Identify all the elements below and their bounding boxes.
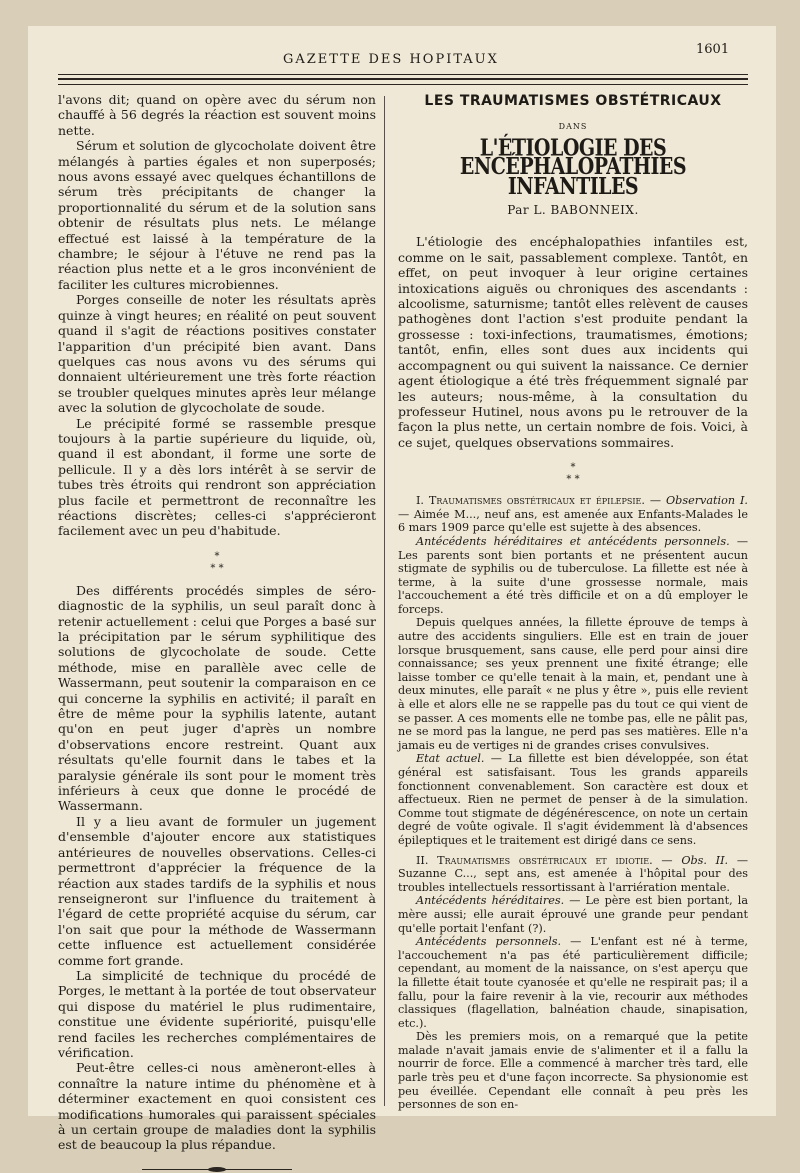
- observation-text: — Suzanne C..., sept ans, est amenée à l'hôpital pour des troubles intellectuels ressortissant à l'arriération mentale.: [398, 853, 748, 894]
- paragraph: Dès les premiers mois, on a remarqué que la petite malade n'avait jamais envie de s'alimenter et il a fallu la nourrir de force. Elle a commencé à marcher très tard, elle parle très peu et d'une façon incorrecte. Sa physionomie est peu éveillée. Cependant elle connaît à peu près les personnes de son en-: [398, 1030, 748, 1112]
- observation-label: Obs. II.: [681, 853, 729, 867]
- journal-title: GAZETTE DES HOPITAUX: [283, 52, 499, 67]
- paragraph: L'étiologie des encéphalopathies infantiles est, comme on le sait, passablement complexe. Tantôt, en effet, on peut invoquer à leur origine certaines intoxications aiguës ou chroniques des ascendants : alcoolisme, saturnisme; tantôt elles relèvent de causes pathogènes dont l'action s'est produite pendant la grossesse : toxi-infections, traumatismes, émotions; tantôt, enfin, elles sont dues aux incidents qui accompagnent ou qui suivent la naissance. Ce dernier agent étiologique a été très fréquemment signalé par les auteurs; nous-même, à la consultation du professeur Hutinel, nous avons pu le retrouver de la façon la plus nette, un certain nombre de fois. Voici, à ce sujet, quelques observations sommaires.: [398, 234, 748, 450]
- paragraph: Depuis quelques années, la fillette éprouve de temps à autre des accidents singuliers. Elle est en train de jouer lorsque brusquement, sans cause, elle perd pour ainsi dire connaissance; ses yeux prennent une fixité étrange; elle laisse tomber ce qu'elle tenait à la main, et, pendant une à deux minutes, elle paraît « ne plus y être », puis elle revient à elle et alors elle ne se rappelle pas du tout ce qui vient de se passer. A ces moments elle ne tombe pas, elle ne pâlit pas, ne se mord pas la langue, ne perd pas ses matières. Elle n'a jamais eu de vertiges ni de grandes crises convulsives.: [398, 616, 748, 752]
- section-separator: * * *: [210, 550, 224, 574]
- observation-title: II. Traumatismes obstétricaux et idiotie.: [416, 853, 653, 867]
- observation-label: Observation I.: [666, 494, 748, 508]
- paragraph: [398, 894, 748, 935]
- column-divider: [384, 96, 385, 1106]
- paragraph: La simplicité de technique du procédé de Porges, le mettant à la portée de tout observateur qui dispose du matériel le plus rudimentaire, constitue une évidente supériorité, puisqu'elle rend faciles les recherches complémentaires de vérification.: [58, 967, 376, 1060]
- article-title: LES TRAUMATISMES OBSTÉTRICAUX: [424, 93, 722, 109]
- paragraph: l'avons dit; quand on opère avec du sérum non chauffé à 56 degrés la réaction est souvent moins nette.: [58, 92, 376, 138]
- paragraph: Porges conseille de noter les résultats après quinze à vingt heures; en réalité on peut souvent quand il s'agit de réactions positives constater l'apparition d'un précipité bien avant. Dans quelques cas nous avons vu des sérums qui donnaient ultérieurement une très forte réaction se troubler quelques minutes après leur mélange avec la solution de glycocholate de soude.: [58, 292, 376, 416]
- paragraph: Il y a lieu avant de formuler un jugement d'ensemble d'ajouter encore aux statistiques antérieures de nouvelles observations. Celles-ci permettront d'apprécier la fréquence de la réaction aux stades tardifs de la syphilis et nous renseigneront sur l'influence du traitement à l'égard de cette propriété acquise du sérum, car l'on sait que pour la méthode de Wassermann cette influence est actuellement considérée comme fort grande.: [58, 813, 376, 968]
- header-rule: [58, 74, 748, 75]
- observation-text: — Aimée M..., neuf ans, est amenée aux Enfants-Malades le 6 mars 1909 parce qu'elle est sujette à des absences.: [398, 507, 748, 535]
- paragraph-text: — Les parents sont bien portants et ne présentent aucun stigmate de syphilis ou de tuberculose. La fillette est née à terme, à la suite d'une grossesse normale, mais l'accouchement a été très difficile et on a dû employer le forceps.: [398, 534, 748, 616]
- journal-page: [28, 26, 776, 1153]
- left-column: [58, 92, 376, 1173]
- paragraph: Des différents procédés simples de séro-diagnostic de la syphilis, un seul paraît donc à retenir actuellement : celui que Porges a basé sur la précipitation par le sérum syphilitique des solutions de glycocholate de soude. Cette méthode, mise en parallèle avec celle de Wassermann, peut soutenir la comparaison en ce qui concerne la syphilis en activité; il paraît en être de même pour la syphilis latente, autant qu'on en peut juger d'après un nombre d'observations encore restreint. Quant aux résultats qu'elle fournit dans le tabes et la paralysie générale ils sont pour le moment très inférieurs à ceux que donne le procédé de Wassermann.: [58, 582, 376, 814]
- paragraph-text: — La fillette est bien développée, son état général est satisfaisant. Tous les grands appareils fonctionnent convenablement. Son caractère est doux et affectueux. Rien ne permet de penser à de la simulation. Comme tout stigmate de dégénérescence, on note un certain degré de voûte ogivale. Il s'agit évidemment là d'absences épileptiques et le traitement est dirigé dans ce sens.: [398, 752, 748, 847]
- article-main-title: L'ÉTIOLOGIE DES ENCÉPHALOPATHIES INFANTILES: [459, 134, 687, 201]
- paragraph-text: — L'enfant est né à terme, l'accouchement n'a pas été particulièrement difficile; cependant, au moment de la naissance, on s'est aperçu que la fillette était toute cyanosée et qu'elle ne respirait pas; il a fallu, pour la faire revenir à la vie, recourir aux méthodes classiques (flagellation, balnéation chaude, sinapisation, etc.).: [398, 935, 748, 1030]
- right-column: [398, 92, 748, 1112]
- paragraph: Peut-être celles-ci nous amèneront-elles à connaître la nature intime du phénomène et à déterminer exactement en quoi consistent ces modifications humorales qui paraissent spéciales à un certain groupe de maladies dont la syphilis est de beaucoup la plus répandue.: [58, 1060, 376, 1153]
- subheading: Etat actuel.: [416, 752, 485, 766]
- subheading: Antécédents héréditaires.: [416, 894, 565, 908]
- paragraph: [398, 752, 748, 847]
- paragraph: Le précipité formé se rassemble presque toujours à la partie supérieure du liquide, où, quand il est abondant, il forme une sorte de pellicule. Il y a dès lors intérêt à se servir de tubes très étroits qui rendront son appréciation plus facile et permettront de reconnaître les réactions discrètes; celles-ci s'apprécieront facilement avec un peu d'habitude.: [58, 415, 376, 539]
- observation-heading: II. Traumatismes obstétricaux et idiotie. — Obs. II. — Suzanne C..., sept ans, est amenée à l'hôpital pour des troubles intellectuels ressortissant à l'arriération mentale.: [398, 853, 748, 894]
- end-ornament: [142, 1167, 292, 1173]
- paragraph: [398, 935, 748, 1030]
- subheading: Antécédents héréditaires et antécédents personnels.: [416, 534, 730, 548]
- paragraph-text: — Le père est bien portant, la mère aussi; elle aurait éprouvé une grande peur pendant qu'elle portait l'enfant (?).: [398, 894, 748, 935]
- page-number: 1601: [696, 42, 730, 57]
- observation-title: I. Traumatismes obstétricaux et épilepsie.: [416, 494, 645, 508]
- observation-heading: I. Traumatismes obstétricaux et épilepsie. — Observation I. — Aimée M..., neuf ans, est amenée aux Enfants-Malades le 6 mars 1909 parce qu'elle est sujette à des absences.: [398, 494, 748, 535]
- subheading: Antécédents personnels.: [416, 935, 562, 949]
- article-connector: DANS: [558, 122, 588, 132]
- paragraph: Sérum et solution de glycocholate doivent être mélangés à parties égales et non superposés; nous avons essayé avec quelques échantillons de sérum très précipitants de changer la proportionnalité du sérum et de la solution sans obtenir de résultats plus nets. Le mélange effectué est laissé à la température de la chambre; le séjour à l'étuve ne rend pas la réaction plus nette et a le gros inconvénient de faciliter les cultures microbiennes.: [58, 138, 376, 292]
- header-rule: [58, 78, 748, 80]
- section-separator: * * *: [566, 462, 580, 486]
- header-rule: [58, 84, 748, 85]
- observations: [398, 494, 748, 1112]
- page-header: [28, 26, 776, 86]
- paragraph: [398, 535, 748, 617]
- article-author: Par L. BABONNEIX.: [507, 203, 639, 218]
